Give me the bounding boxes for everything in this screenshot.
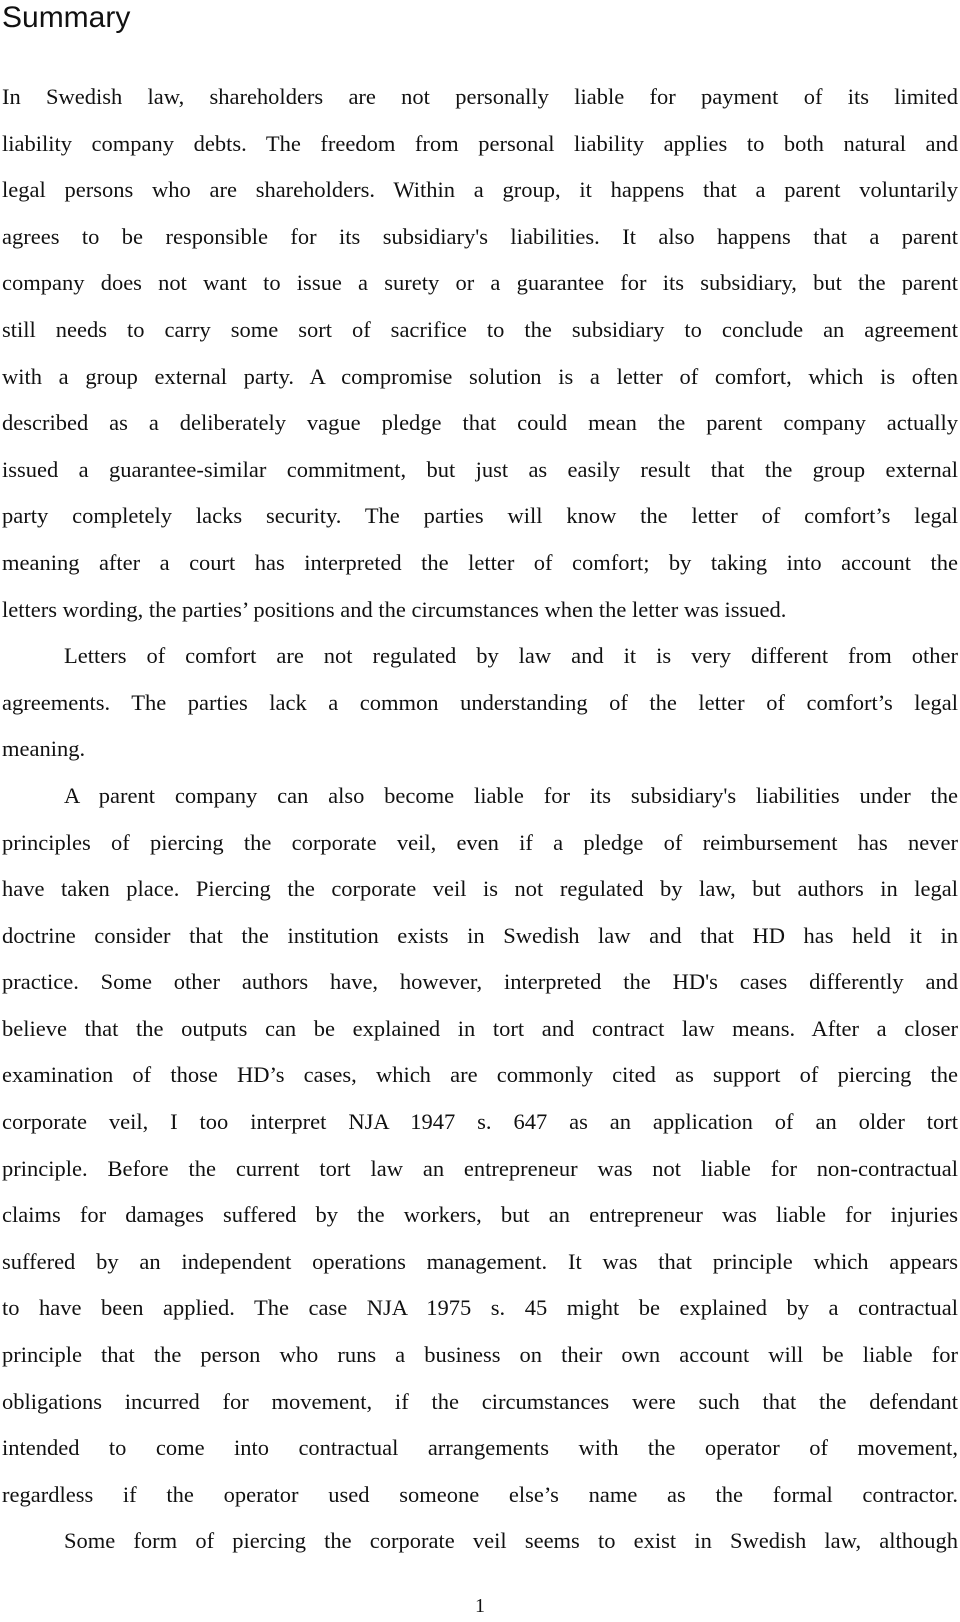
text-line: intended to come into contractual arrangements with the operator of movement, [2, 1435, 958, 1461]
text-line: In Swedish law, shareholders are not personally liable for payment of its limited [2, 84, 958, 109]
text-line: principles of piercing the corporate veil, even if a pledge of reimbursement has never [2, 829, 958, 855]
body-text [2, 74, 958, 1565]
text-line: meaning after a court has interpreted the letter of comfort; by taking into account the [2, 549, 958, 575]
text-line: suffered by an independent operations management. It was that principle which appears [2, 1248, 958, 1274]
text-line: claims for damages suffered by the workers, but an entrepreneur was liable for injuries [2, 1202, 958, 1228]
page-number: 1 [475, 1595, 485, 1617]
text-line: believe that the outputs can be explained in tort and contract law means. After a closer [2, 1015, 958, 1041]
text-line: A parent company can also become liable for its subsidiary's liabilities under the [64, 782, 958, 808]
text-line: with a group external party. A compromise solution is a letter of comfort, which is often [2, 363, 958, 389]
text-line: to have been applied. The case NJA 1975 s. 45 might be explained by a contractual [2, 1295, 958, 1321]
page-heading: Summary [2, 1, 131, 34]
text-line: meaning. [2, 736, 86, 762]
text-line: have taken place. Piercing the corporate veil is not regulated by law, but authors in legal [2, 876, 958, 902]
text-line: company does not want to issue a surety or a guarantee for its subsidiary, but the parent [2, 270, 958, 296]
text-line: Letters of comfort are not regulated by law and it is very different from other [64, 643, 958, 669]
text-line: agrees to be responsible for its subsidiary's liabilities. It also happens that a parent [2, 223, 958, 249]
text-line: described as a deliberately vague pledge that could mean the parent company actually [2, 410, 958, 436]
text-line: letters wording, the parties’ positions and the circumstances when the letter was issued. [2, 596, 787, 622]
text-line: examination of those HD’s cases, which are commonly cited as support of piercing the [2, 1062, 958, 1088]
text-line: doctrine consider that the institution exists in Swedish law and that HD has held it in [2, 922, 958, 948]
text-line: still needs to carry some sort of sacrifice to the subsidiary to conclude an agreement [2, 316, 958, 342]
text-line: liability company debts. The freedom from personal liability applies to both natural and [2, 130, 958, 156]
text-line: legal persons who are shareholders. Within a group, it happens that a parent voluntarily [2, 177, 958, 203]
text-line: Some form of piercing the corporate veil seems to exist in Swedish law, although [64, 1528, 958, 1554]
text-line: obligations incurred for movement, if the circumstances were such that the defendant [2, 1388, 958, 1414]
text-line: principle. Before the current tort law an entrepreneur was not liable for non-contractual [2, 1155, 958, 1181]
text-line: regardless if the operator used someone else’s name as the formal contractor. [2, 1481, 958, 1507]
text-line: principle that the person who runs a business on their own account will be liable for [2, 1342, 958, 1368]
text-line: corporate veil, I too interpret NJA 1947 s. 647 as an application of an older tort [2, 1109, 958, 1135]
text-line: agreements. The parties lack a common understanding of the letter of comfort’s legal [2, 689, 958, 715]
text-line: party completely lacks security. The parties will know the letter of comfort’s legal [2, 503, 958, 529]
text-line: practice. Some other authors have, however, interpreted the HD's cases differently and [2, 969, 958, 995]
text-line: issued a guarantee-similar commitment, but just as easily result that the group external [2, 456, 958, 482]
